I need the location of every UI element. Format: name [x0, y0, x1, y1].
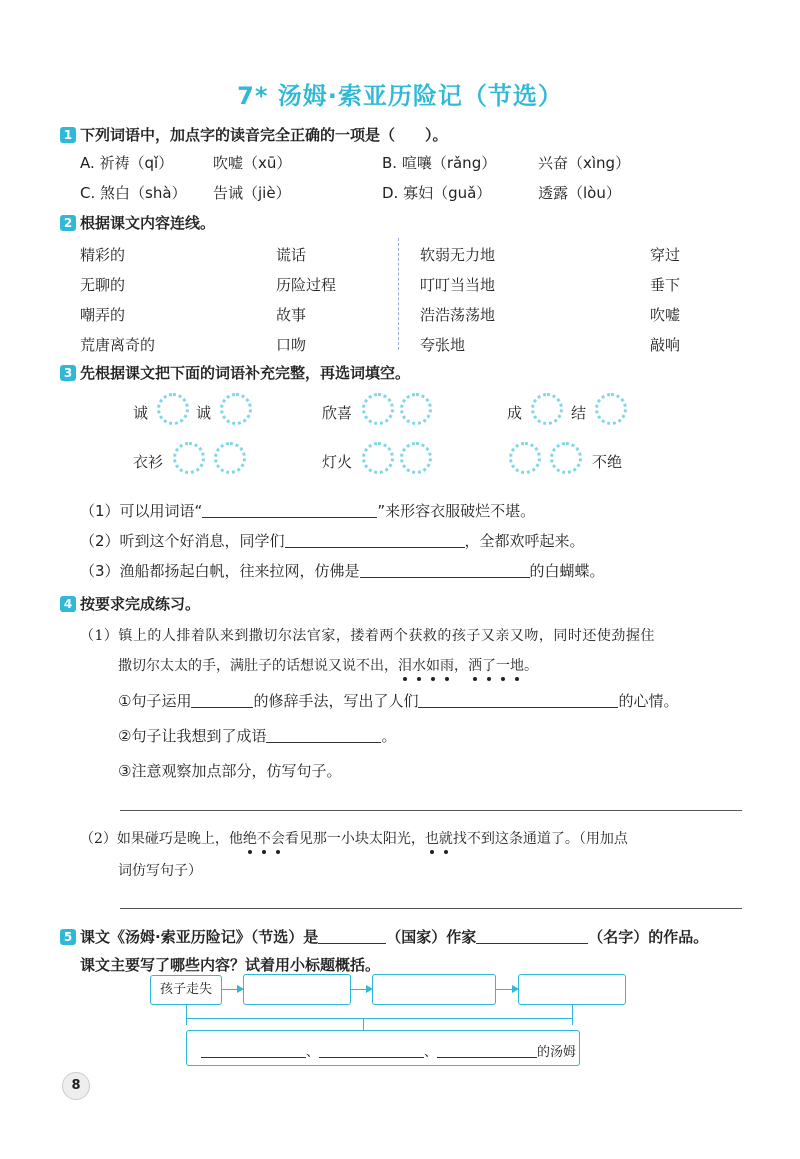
dotted-char: 就 — [439, 828, 453, 848]
q4-passage-2-line-2: 词仿写句子） — [118, 863, 202, 879]
q2-column-2 — [276, 240, 336, 360]
q1-option-a1[interactable]: A. 祈祷（qǐ） — [80, 154, 174, 172]
flow-box-4[interactable] — [518, 974, 626, 1005]
text: 撒切尔太太的手，满肚子的话想说又说不出， — [118, 658, 398, 674]
q2-header — [60, 212, 215, 233]
q3-fill-circle[interactable] — [509, 442, 541, 474]
q3-word-cheng-1: 诚 — [133, 404, 149, 422]
page-number: 8 — [62, 1072, 90, 1100]
match-item[interactable]: 谎话 — [276, 246, 307, 264]
q2-prompt: 根据课文内容连线。 — [80, 214, 216, 232]
blank-line[interactable] — [418, 693, 618, 708]
text: （1）可以用词语“ — [80, 502, 203, 520]
q4-sub-3: ③注意观察加点部分，仿写句子。 — [118, 762, 342, 780]
match-item[interactable]: 历险过程 — [276, 276, 337, 294]
dotted-text — [243, 831, 285, 847]
answer-line[interactable] — [120, 908, 742, 909]
match-item[interactable]: 故事 — [276, 306, 307, 324]
blank-line[interactable] — [202, 503, 377, 518]
q3-fill-circle[interactable] — [214, 442, 246, 474]
dotted-char: 地 — [510, 655, 524, 675]
text: ①句子运用 — [118, 692, 192, 710]
page-title: 7* 汤姆·索亚历险记（节选） — [237, 82, 563, 110]
blank-line[interactable] — [191, 693, 253, 708]
q4-passage-1-line-2 — [118, 655, 538, 675]
dotted-char: 水 — [412, 655, 426, 675]
text: 。 — [381, 727, 397, 745]
dotted-char: 不 — [257, 828, 271, 848]
q3-header — [60, 362, 410, 383]
summary-line — [201, 1041, 576, 1060]
dotted-char: 会 — [271, 828, 285, 848]
match-item[interactable]: 荒唐离奇的 — [80, 336, 156, 354]
q3-fill-circle[interactable] — [362, 442, 394, 474]
match-item[interactable]: 口吻 — [276, 336, 307, 354]
q3-fill-circle[interactable] — [400, 442, 432, 474]
q3-fill-circle[interactable] — [595, 393, 627, 425]
blank-line[interactable] — [318, 929, 386, 944]
q3-word-cheng-jie-1: 成 — [507, 404, 523, 422]
flow-box-2[interactable] — [243, 974, 351, 1005]
q3-fill-circle[interactable] — [157, 393, 189, 425]
q1-header — [60, 124, 448, 145]
dotted-char: 洒 — [468, 655, 482, 675]
blank-line[interactable] — [319, 1043, 424, 1058]
text: 、 — [424, 1045, 438, 1060]
connector-line — [186, 1018, 573, 1019]
q3-sentence-2 — [80, 530, 585, 551]
text: （3）渔船都扬起白帆，往来拉网，仿佛是 — [80, 562, 360, 580]
match-item[interactable]: 叮叮当当地 — [420, 276, 496, 294]
match-item[interactable]: 夸张地 — [420, 336, 466, 354]
q5-number: 5 — [60, 929, 76, 945]
text: 。 — [524, 658, 538, 674]
dotted-char: 雨 — [440, 655, 454, 675]
text: 看见那一小块太阳光， — [284, 831, 425, 847]
q3-fill-circle[interactable] — [531, 393, 563, 425]
dotted-char: 也 — [425, 828, 439, 848]
q3-prompt: 先根据课文把下面的词语补充完整，再选词填空。 — [80, 364, 411, 382]
dotted-char: 绝 — [243, 828, 257, 848]
q3-sentence-1 — [80, 500, 535, 521]
q3-word-cheng-jie-2: 结 — [571, 404, 587, 422]
match-item[interactable]: 软弱无力地 — [420, 246, 496, 264]
text: 的修辞手法，写出了人们 — [253, 692, 419, 710]
blank-line[interactable] — [266, 728, 381, 743]
dotted-char: ， — [454, 658, 468, 674]
q1-option-d1[interactable]: D. 寡妇（guǎ） — [382, 184, 492, 202]
arrow-icon — [496, 989, 517, 990]
text: （2）听到这个好消息，同学们 — [80, 532, 285, 550]
blank-line[interactable] — [360, 563, 530, 578]
match-item[interactable]: 吹嘘 — [650, 306, 681, 324]
q4-sub-1 — [118, 690, 678, 711]
q3-sentence-3 — [80, 560, 605, 581]
q4-header — [60, 593, 200, 614]
dotted-text — [425, 831, 453, 847]
arrow-icon — [351, 989, 371, 990]
flow-summary-box — [186, 1030, 580, 1066]
answer-line[interactable] — [120, 810, 742, 811]
dotted-text — [398, 658, 524, 674]
blank-line[interactable] — [201, 1043, 306, 1058]
q3-fill-circle[interactable] — [362, 393, 394, 425]
text: 课文《汤姆·索亚历险记》（节选）是 — [80, 928, 319, 946]
blank-line[interactable] — [285, 533, 465, 548]
match-item[interactable]: 穿过 — [650, 246, 681, 264]
q3-fill-circle[interactable] — [400, 393, 432, 425]
dotted-char: 一 — [496, 655, 510, 675]
q4-passage-2-line-1 — [80, 828, 628, 848]
text: （2）如果碰巧是晚上，他 — [80, 831, 243, 847]
q1-number: 1 — [60, 127, 76, 143]
text: ，全都欢呼起来。 — [464, 532, 585, 550]
match-item[interactable]: 精彩的 — [80, 246, 126, 264]
text: ”来形容衣服破烂不堪。 — [377, 502, 536, 520]
dotted-char: 了 — [482, 655, 496, 675]
text: （名字）的作品。 — [588, 928, 709, 946]
q4-passage-1-line-1: （1）镇上的人排着队来到撒切尔法官家，搂着两个获救的孩子又亲又吻，同时还使劲握住 — [80, 628, 655, 644]
q1-option-d2: 透露（lòu） — [538, 184, 621, 202]
q2-divider — [398, 238, 399, 350]
q4-number: 4 — [60, 596, 76, 612]
text: 找不到这条通道了。（用加点 — [452, 831, 628, 847]
q1-option-b2: 兴奋（xìng） — [538, 154, 631, 172]
q4-prompt: 按要求完成练习。 — [80, 595, 201, 613]
q3-fill-circle[interactable] — [173, 442, 205, 474]
q3-number: 3 — [60, 365, 76, 381]
q1-option-a2: 吹嘘（xū） — [213, 154, 292, 172]
q3-word-denghuo: 灯火 — [322, 453, 353, 471]
text: 的汤姆 — [537, 1045, 577, 1060]
q3-word-yishan: 衣衫 — [133, 453, 164, 471]
dotted-char: 泪 — [398, 655, 412, 675]
text: ②句子让我想到了成语 — [118, 727, 267, 745]
q5-line-1 — [60, 926, 708, 947]
q2-column-1 — [80, 240, 155, 360]
text: 的白蝴蝶。 — [529, 562, 605, 580]
q3-word-xinxi: 欣喜 — [322, 404, 353, 422]
q2-number: 2 — [60, 215, 76, 231]
q1-option-b1[interactable]: B. 喧嚷（rǎng） — [382, 154, 497, 172]
q3-word-bujue: 不绝 — [592, 453, 623, 471]
blank-line[interactable] — [437, 1043, 537, 1058]
q1-option-c2: 告诫（jiè） — [213, 184, 291, 202]
dotted-char: 如 — [426, 655, 440, 675]
match-item[interactable]: 嘲弄的 — [80, 306, 126, 324]
connector-line — [363, 1018, 364, 1030]
flow-box-1: 孩子走失 — [150, 975, 222, 1005]
match-item[interactable]: 敲响 — [650, 336, 681, 354]
match-item[interactable]: 垂下 — [650, 276, 681, 294]
q2-column-4 — [650, 240, 680, 360]
connector-line — [572, 1005, 573, 1025]
text: （国家）作家 — [386, 928, 477, 946]
match-item[interactable]: 浩浩荡荡地 — [420, 306, 496, 324]
q1-prompt: 下列词语中，加点字的读音完全正确的一项是（ ）。 — [80, 126, 448, 144]
arrow-icon — [222, 989, 242, 990]
q3-word-cheng-2: 诚 — [196, 404, 212, 422]
text: 、 — [306, 1045, 320, 1060]
q5-line-2: 课文主要写了哪些内容？试着用小标题概括。 — [80, 956, 381, 974]
flow-box-3[interactable] — [372, 974, 496, 1005]
q3-fill-circle[interactable] — [550, 442, 582, 474]
q1-option-c1[interactable]: C. 煞白（shà） — [80, 184, 187, 202]
q3-fill-circle[interactable] — [220, 393, 252, 425]
q2-column-3 — [420, 240, 495, 360]
blank-line[interactable] — [476, 929, 588, 944]
q4-sub-2 — [118, 725, 396, 746]
match-item[interactable]: 无聊的 — [80, 276, 126, 294]
connector-line — [186, 1005, 187, 1025]
text: 的心情。 — [618, 692, 679, 710]
